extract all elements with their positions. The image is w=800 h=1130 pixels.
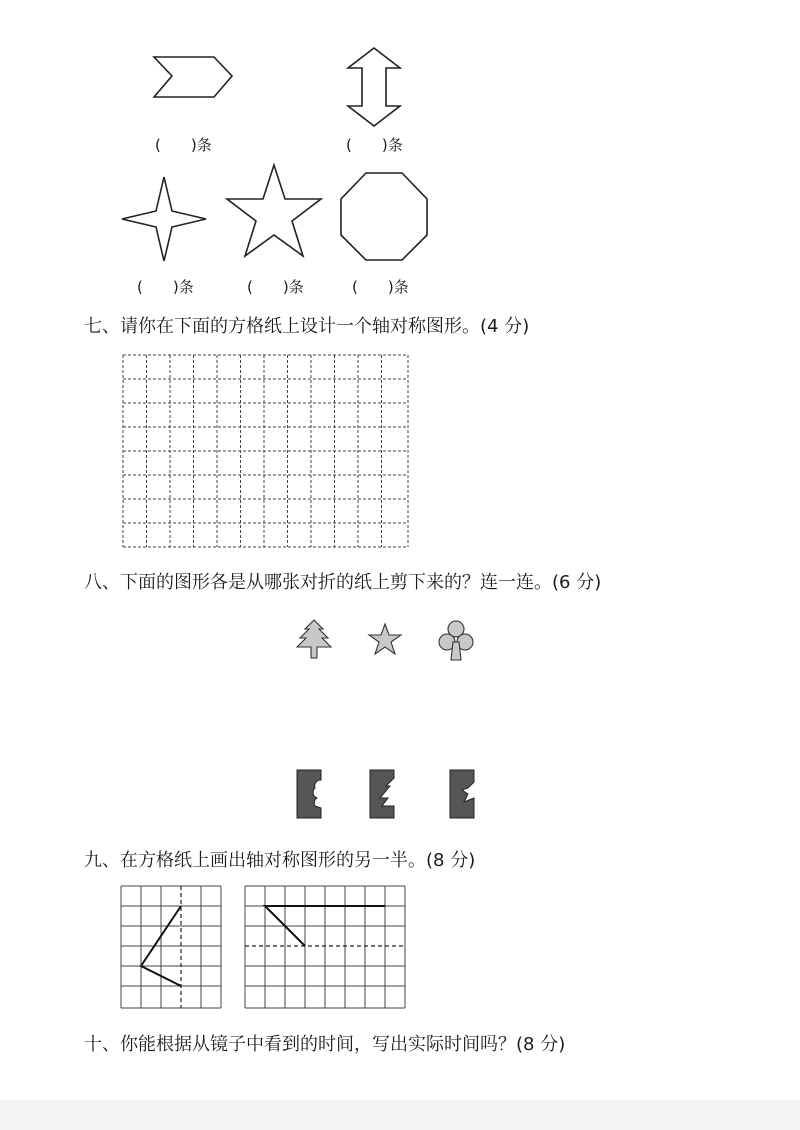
page-bottom-band — [0, 1100, 800, 1130]
four-point-star-shape — [120, 175, 210, 263]
blank-label-double-arrow: ( )条 — [346, 136, 403, 154]
star-figure[interactable] — [366, 622, 404, 658]
blank-label-octagon: ( )条 — [352, 278, 409, 296]
question-7-title: 七、请你在下面的方格纸上设计一个轴对称图形。(4 分) — [84, 316, 530, 337]
blank-label-chevron: ( )条 — [155, 136, 212, 154]
question-9-title: 九、在方格纸上画出轴对称图形的另一半。(8 分) — [84, 850, 476, 871]
blank-label-four-star: ( )条 — [137, 278, 194, 296]
folded-paper-tree[interactable] — [368, 768, 398, 822]
folded-paper-star[interactable] — [448, 768, 478, 822]
octagon-shape — [338, 171, 430, 263]
blank-label-five-star: ( )条 — [247, 278, 304, 296]
design-grid-paper[interactable] — [122, 354, 412, 553]
tree-figure[interactable] — [295, 618, 335, 660]
club-figure[interactable] — [436, 618, 476, 664]
double-arrow-shape — [345, 46, 405, 130]
symmetry-grid-left[interactable] — [120, 885, 228, 1014]
symmetry-grid-right[interactable] — [244, 885, 410, 1014]
question-8-title: 八、下面的图形各是从哪张对折的纸上剪下来的？连一连。(6 分) — [84, 572, 602, 593]
five-point-star-shape — [224, 163, 324, 259]
folded-paper-club[interactable] — [295, 768, 325, 822]
chevron-arrow-shape — [150, 54, 240, 102]
question-10-title: 十、你能根据从镜子中看到的时间，写出实际时间吗？(8 分) — [84, 1034, 566, 1055]
